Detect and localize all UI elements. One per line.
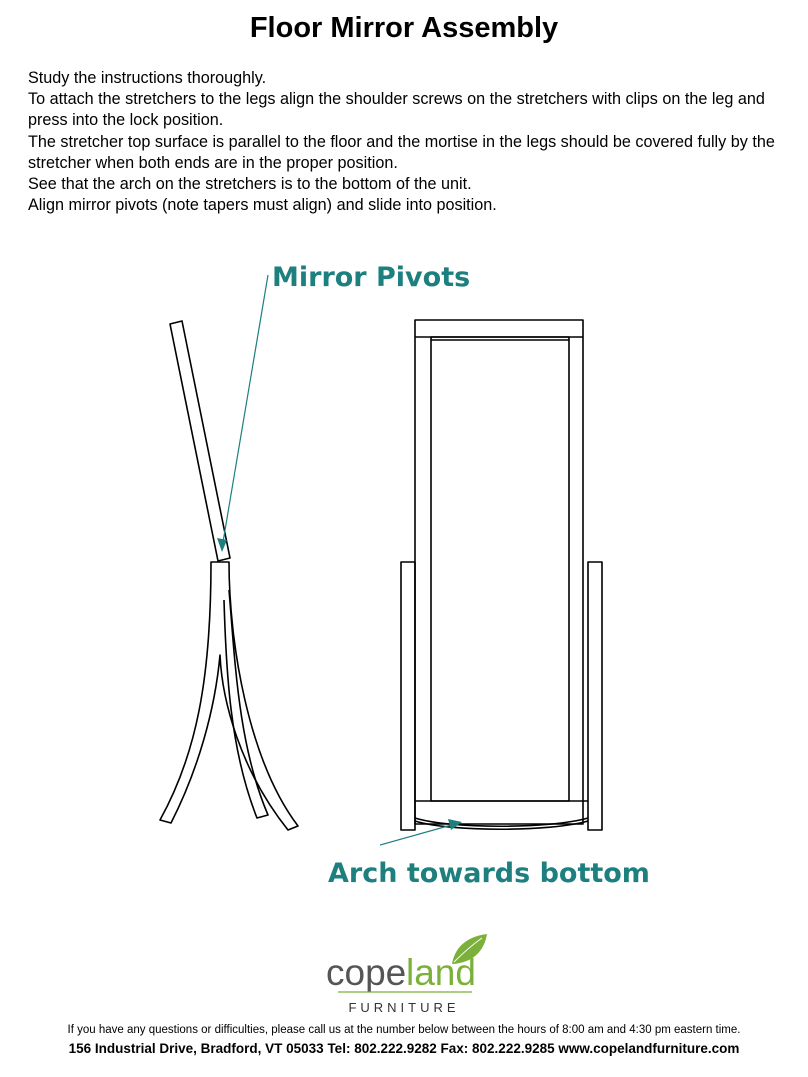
copeland-logo bbox=[0, 930, 808, 1020]
mirror-pivots-label: Mirror Pivots bbox=[272, 262, 471, 293]
front-view-right-leg bbox=[588, 562, 602, 830]
page-title: Floor Mirror Assembly bbox=[249, 12, 559, 44]
side-view-leg bbox=[160, 562, 298, 830]
instruction-line: To attach the stretchers to the legs align the shoulder screws on the stretchers with clips on the leg and press into the lock position. bbox=[28, 90, 765, 130]
instruction-line: See that the arch on the stretchers is to the bottom of the unit. bbox=[28, 175, 472, 194]
instruction-line: Study the instructions thoroughly. bbox=[28, 69, 267, 87]
brand-name-green: land bbox=[406, 952, 476, 993]
front-view-mirror-frame bbox=[415, 320, 583, 824]
contact-address: 156 Industrial Drive, Bradford, VT 05033 Tel: 802.222.9282 Fax: 802.222.9285 www.copelandfurniture.com bbox=[68, 1041, 740, 1056]
brand-subtitle: FURNITURE bbox=[348, 1000, 460, 1015]
assembly-diagram bbox=[0, 240, 808, 900]
brand-name-gray: cope bbox=[326, 952, 407, 993]
front-view-stretcher bbox=[415, 801, 588, 829]
mirror-pivots-callout bbox=[217, 262, 470, 552]
front-view-left-leg bbox=[401, 562, 415, 830]
instructions-block bbox=[28, 68, 788, 216]
side-view-mirror-frame bbox=[170, 321, 230, 561]
instruction-line: Align mirror pivots (note tapers must align) and slide into position. bbox=[28, 196, 497, 215]
contact-note: If you have any questions or difficulties, please call us at the number below between the hours of 8:00 am and 4:30 pm eastern time. bbox=[67, 1024, 741, 1036]
arch-label: Arch towards bottom bbox=[328, 858, 650, 889]
instruction-line: The stretcher top surface is parallel to the floor and the mortise in the legs should be covered fully by the stretcher when both ends are in the proper position. bbox=[28, 132, 775, 172]
